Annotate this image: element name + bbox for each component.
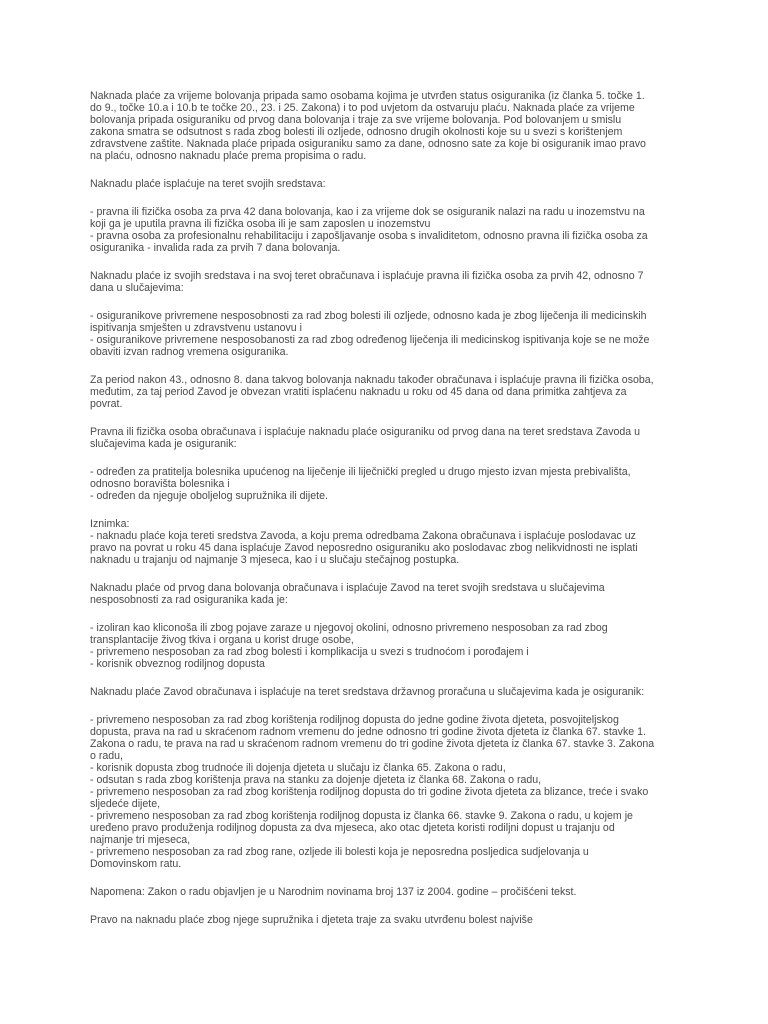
text-line: Naknadu plaće Zavod obračunava i isplaćuje na teret sredstava državnog proračuna u slučajevima kada je osiguranik: xyxy=(90,686,645,698)
text-line: zakona smatra se odsutnost s rada zbog bolesti ili ozljede, odnosno drugih okolnosti koje su u svezi s korištenjem xyxy=(90,126,623,138)
text-line: - određen da njeguje oboljelog supružnika ili dijete. xyxy=(90,490,328,502)
text-line: - određen za pratitelja bolesnika upućenog na liječenje ili liječnički pregled u drugo mjesto izvan mjesta prebivališta, xyxy=(90,466,631,478)
paragraph xyxy=(90,714,712,870)
text-line: na plaću, odnosno naknadu plaće prema propisima o radu. xyxy=(90,150,367,162)
text-line: - pravna osoba za profesionalnu rehabilitaciju i zapošljavanje osoba s invaliditetom, odnosno pravna ili fizička osoba za xyxy=(90,230,648,242)
text-line: nesposobnosti za rad osiguranika kada je: xyxy=(90,594,288,606)
text-line: Zakona o radu, te prava na rad u skraćenom radnom vremenu do tri godine života djeteta iz članka 67. stavke 3. Zakona xyxy=(90,738,655,750)
text-line: do 9., točke 10.a i 10.b te točke 20., 23. i 25. Zakona) i to pod uvjetom da ostvaruju plaću. Naknada plaće za vrijeme xyxy=(90,102,635,114)
paragraph xyxy=(90,90,712,162)
text-line: Za period nakon 43., odnosno 8. dana takvog bolovanja naknadu također obračunava i isplaćuje pravna ili fizička osoba, xyxy=(90,374,654,386)
text-line: - odsutan s rada zbog korištenja prava na stanku za dojenje djeteta iz članka 68. Zakona o radu, xyxy=(90,774,542,786)
text-line: slučajevima kada je osiguranik: xyxy=(90,438,237,450)
text-line: Naknada plaće za vrijeme bolovanja pripada samo osobama kojima je utvrđen status osiguranika (iz članka 5. točke 1. xyxy=(90,90,645,102)
paragraph xyxy=(90,178,712,190)
text-line: Naknadu plaće iz svojih sredstava i na svoj teret obračunava i isplaćuje pravna ili fizička osoba za prvih 42, odnosno 7 xyxy=(90,270,644,282)
text-line: - privremeno nesposoban za rad zbog korištenja rodiljnog dopusta iz članka 66. stavke 9. Zakona o radu, u kojem je xyxy=(90,810,633,822)
text-line: dopusta, prava na rad u skraćenom radnom vremenu do jedne odnosno tri godine života djeteta iz članka 67. stavke 1. xyxy=(90,726,646,738)
text-line: Domovinskom ratu. xyxy=(90,858,182,870)
text-line: o radu, xyxy=(90,750,123,762)
text-line: bolovanja pripada osiguraniku od prvog dana bolovanja i traje za sve vrijeme bolovanja. Pod bolovanjem u smislu xyxy=(90,114,622,126)
text-line: zdravstvene zaštite. Naknada plaće pripada osiguraniku samo za dane, odnosno sate za koje bi osiguranik imao pravo xyxy=(90,138,646,150)
text-line: - izoliran kao kliconoša ili zbog pojave zaraze u njegovoj okolini, odnosno privremeno nesposoban za rad zbog xyxy=(90,622,608,634)
text-line: Iznimka: xyxy=(90,518,130,530)
text-line: - osiguranikove privremene nesposobnosti za rad zbog bolesti ili ozljede, odnosno kada je zbog liječenja ili medicinskih xyxy=(90,310,647,322)
text-line: najmanje tri mjeseca, xyxy=(90,834,191,846)
text-line: - osiguranikove privremene nesposobanosti za rad zbog određenog liječenja ili medicinskog ispitivanja koje se ne može xyxy=(90,334,650,346)
text-line: pravo na povrat u roku 45 dana isplaćuje Zavod neposredno osiguraniku ako poslodavac zbog nelikvidnosti ne isplati xyxy=(90,542,638,554)
paragraph xyxy=(90,518,712,566)
paragraph xyxy=(90,270,712,294)
text-line: koji ga je uputila pravna ili fizička osoba ili je sam zaposlen u inozemstvu xyxy=(90,218,431,230)
text-line: naknadu u trajanju od najmanje 3 mjeseca, kao i u slučaju stečajnog postupka. xyxy=(90,554,460,566)
document-body xyxy=(90,90,712,942)
text-line: obaviti izvan radnog vremena osiguranika. xyxy=(90,346,289,358)
text-line: Naknadu plaće isplaćuje na teret svojih sredstava: xyxy=(90,178,326,190)
text-line: sljedeće dijete, xyxy=(90,798,161,810)
text-line: Pravo na naknadu plaće zbog njege supružnika i djeteta traje za svaku utvrđenu bolest najviše xyxy=(90,914,533,926)
text-line: - privremeno nesposoban za rad zbog korištenja rodiljnog dopusta do tri godine života djeteta za blizance, treće i svako xyxy=(90,786,649,798)
text-line: odnosno boravišta bolesnika i xyxy=(90,478,230,490)
paragraph xyxy=(90,310,712,358)
text-line: Napomena: Zakon o radu objavljen je u Narodnim novinama broj 137 iz 2004. godine – pročišćeni tekst. xyxy=(90,886,577,898)
text-line: Pravna ili fizička osoba obračunava i isplaćuje naknadu plaće osiguraniku od prvog dana na teret sredstava Zavoda u xyxy=(90,426,641,438)
text-line: - pravna ili fizička osoba za prva 42 dana bolovanja, kao i za vrijeme dok se osiguranik nalazi na radu u inozemstvu na xyxy=(90,206,645,218)
paragraph xyxy=(90,466,712,502)
text-line: - privremeno nesposoban za rad zbog bolesti i komplikacija u svezi s trudnoćom i porođajem i xyxy=(90,646,529,658)
paragraph xyxy=(90,622,712,670)
text-line: transplantacije živog tkiva i organa u korist druge osobe, xyxy=(90,634,354,646)
text-line: - privremeno nesposoban za rad zbog rane, ozljede ili bolesti koja je neposredna posljedica sudjelovanja u xyxy=(90,846,589,858)
paragraph xyxy=(90,374,712,410)
text-line: - korisnik obveznog rodiljnog dopusta xyxy=(90,658,265,670)
text-line: ispitivanja smješten u zdravstvenu ustanovu i xyxy=(90,322,302,334)
text-line: - privremeno nesposoban za rad zbog korištenja rodiljnog dopusta do jedne godine života djeteta, posvojiteljskog xyxy=(90,714,619,726)
text-line: - korisnik dopusta zbog trudnoće ili dojenja djeteta u slučaju iz članka 65. Zakona o radu, xyxy=(90,762,506,774)
paragraph xyxy=(90,206,712,254)
text-line: - naknadu plaće koja tereti sredstva Zavoda, a koju prema odredbama Zakona obračunava i isplaćuje poslodavac uz xyxy=(90,530,636,542)
text-line: dana u slučajevima: xyxy=(90,282,184,294)
paragraph xyxy=(90,426,712,450)
text-line: Naknadu plaće od prvog dana bolovanja obračunava i isplaćuje Zavod na teret svojih sredstava u slučajevima xyxy=(90,582,605,594)
paragraph xyxy=(90,886,712,898)
text-line: osiguranika - invalida rada za prvih 7 dana bolovanja. xyxy=(90,242,341,254)
paragraph xyxy=(90,582,712,606)
text-line: povrat. xyxy=(90,398,123,410)
text-line: međutim, za taj period Zavod je obvezan vratiti isplaćenu naknadu u roku od 45 dana od dana primitka zahtjeva za xyxy=(90,386,627,398)
paragraph xyxy=(90,686,712,698)
paragraph xyxy=(90,914,712,926)
text-line: uređeno pravo produženja rodiljnog dopusta za dva mjeseca, ako otac djeteta koristi rodiljni dopust u trajanju od xyxy=(90,822,615,834)
